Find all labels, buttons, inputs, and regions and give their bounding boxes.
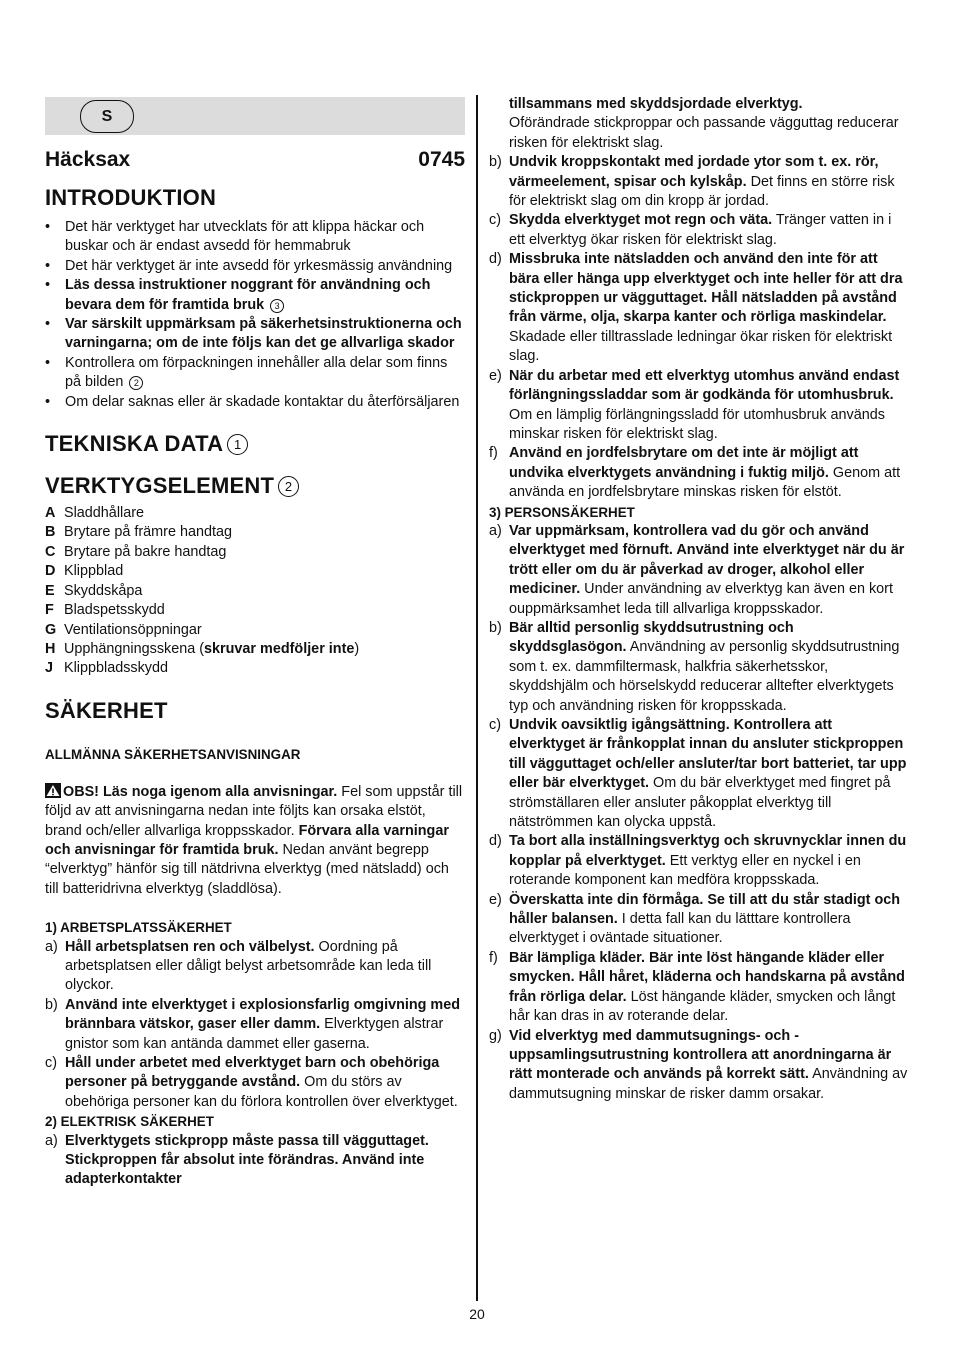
list-item: f) Bär lämpliga kläder. Bär inte löst hängande kläder eller smycken. Håll håret, kläderna och handskarna på avstånd från rörliga delar. Löst hängande kläder, smycken och långt hår kan dras in av roterande delar. [489, 949, 905, 1025]
list-item: b) Bär alltid personlig skyddsutrustning och skyddsglasögon. Användning av personlig skyddsutrustning som t. ex. dammfiltermask, halkfria säkerhetsskor, skyddshjälm och hörselskydd reducerar alltefter elverktygets typ och användning risken för kroppsskada. [489, 619, 900, 714]
list-item: • Det här verktyget har utvecklats för att klippa häckar och buskar och är endast avsedd för hemmabruk [45, 218, 465, 257]
list-item: a) Håll arbetsplatsen ren och välbelyst. Oordning på arbetsplatsen eller dåligt belyst arbetsområde kan leda till olyckor. [45, 938, 432, 994]
tech-data-heading: TEKNISKA DATA 1 [45, 430, 465, 458]
list-item: E Skyddskåpa [45, 582, 143, 599]
warning-paragraph: OBS! Läs noga igenom alla anvisningar. Fel som uppstår till följd av att anvisningarna nedan inte följts kan orsaka elstöt, brand och/eller allvarliga kroppsskador. Förvara alla varningar och anvisningar för framtida bruk. Nedan använt begrepp “elverktyg” hänför sig till nätdrivna elverktyg (med nätsladd) och till batteridrivna elverktyg (sladdlösa). [45, 783, 463, 897]
list-item: c) Håll under arbetet med elverktyget barn och obehöriga personer på betryggande avstånd. Om du störs av obehöriga personer kan du förlora kontrollen över elverktyget. [45, 1055, 458, 1110]
list-item: • Var särskilt uppmärksam på säkerhetsinstruktionerna och varningarna; om de inte följs kan det ge allvarliga skador [45, 315, 465, 354]
list-item: e) Överskatta inte din förmåga. Se till att du står stadigt och håller balansen. I detta fall kan du lätttare kontrollera elverktyget i oväntade situationer. [489, 891, 901, 947]
list-item: g) Vid elverktyg med dammutsugnings- och -uppsamlingsutrustning kontrollera att anordningarna är rätt monterade och används på korrekt sätt. Användning av dammutsugning minskar de risker damm orsakar. [489, 1027, 908, 1102]
warning-icon [45, 783, 61, 798]
list-item-continued: tillsammans med skyddsjordade elverktyg. Oförändrade stickproppar och passande vägguttag reducerar risken för elektriskt slag. [509, 96, 899, 151]
list-item: a) Elverktygets stickpropp måste passa till vägguttaget. Stickproppen får absolut inte förändras. Använd inte adapterkontakter [45, 1132, 429, 1188]
list-item: f) Använd en jordfelsbrytare om det inte är möjligt att undvika elverktygets användning i fuktig miljö. Genom att använda en jordfelsbrytare minskas risken för elstöt. [489, 445, 901, 501]
safety-heading: SÄKERHET [45, 697, 168, 723]
column-divider [476, 95, 478, 1301]
list-item: • Det här verktyget är inte avsedd för yrkesmässig användning [45, 257, 465, 276]
list-item: • Om delar saknas eller är skadade kontaktar du återförsäljaren [45, 393, 465, 412]
list-item: b) Undvik kroppskontakt med jordade ytor som t. ex. rör, värmeelement, spisar och kylskåp. Det finns en större risk för elektriskt slag om din kropp är jordad. [489, 154, 895, 210]
language-badge: S [80, 100, 134, 133]
list-item: A Sladdhållare [45, 505, 145, 522]
list-item: • Läs dessa instruktioner noggrant för användning och bevara dem för framtida bruk 3 [45, 276, 465, 315]
list-item: a) Var uppmärksam, kontrollera vad du gör och använd elverktyget med förnuft. Använd inte elverktyget när du är trött eller om du är påverkad av droger, alkohol eller mediciner. Under användning av elverktyg kan även en kort ouppmärksamhet leda till allvarliga kroppsskador. [489, 522, 905, 617]
electric-safety-title: 2) ELEKTRISK SÄKERHET [45, 1114, 214, 1130]
figure-ref-icon: 3 [270, 299, 284, 313]
intro-list [45, 218, 465, 412]
right-column [489, 95, 911, 1104]
left-column [45, 95, 465, 1190]
list-item: e) När du arbetar med ett elverktyg utomhus använd endast förlängningssladdar som är godkända för utomhusbruk. Om en lämplig förlängningssladd för utomhusbruk används minskar risken för elektriskt slag. [489, 367, 900, 442]
model-number: 0745 [418, 148, 465, 171]
intro-heading: INTRODUKTION [45, 185, 217, 210]
list-item: • Kontrollera om förpackningen innehåller alla delar som finns på bilden 2 [45, 354, 465, 393]
list-item: c) Undvik oavsiktlig igångsättning. Kontrollera att elverktyget är frånkopplat innan du ansluter stickproppen till vägguttaget och/eller ansluter/tar bort batteriet, tar upp eller bär elverktyget. Om du bär elverktyget med fingret på strömställaren eller ansluter påkopplat elverktyg till nätströmmen kan olycka uppstå. [489, 717, 907, 831]
page-number: 20 [469, 1306, 485, 1322]
page-title-row [45, 147, 465, 173]
language-band [45, 97, 465, 135]
list-item: G Ventilationsöppningar [45, 621, 202, 638]
general-safety-heading: ALLMÄNNA SÄKERHETSANVISNINGAR [45, 746, 301, 762]
figure-ref-icon: 1 [227, 434, 248, 455]
list-item: F Bladspetsskydd [45, 602, 165, 619]
parts-list [45, 504, 465, 679]
list-item: c) Skydda elverktyget mot regn och väta. Tränger vatten in i ett elverktyg ökar risken för elektriskt slag. [489, 212, 892, 248]
figure-ref-icon: 2 [278, 476, 299, 497]
list-item: d) Ta bort alla inställningsverktyg och skruvnycklar innen du kopplar på elverktyget. Ett verktyg eller en nyckel i en roterande komponent kan medföra kroppsskada. [489, 833, 907, 889]
list-item: D Klippblad [45, 563, 124, 580]
product-title: Häcksax [45, 148, 131, 171]
list-item: C Brytare på bakre handtag [45, 543, 227, 560]
elements-heading: VERKTYGSELEMENT 2 [45, 472, 465, 500]
list-item: J Klippbladsskydd [45, 660, 168, 677]
figure-ref-icon: 2 [129, 376, 143, 390]
list-item: d) Missbruka inte nätsladden och använd den inte för att bära eller hänga upp elverktyget och inte heller för att dra stickproppen ur vägguttaget. Håll nätsladden på avstånd från värme, olja, skarpa kanter och rörliga maskindelar. Skadade eller tilltrasslade ledningar ökar risken för elektriskt slag. [489, 251, 903, 365]
personal-safety-title: 3) PERSONSÄKERHET [489, 504, 635, 520]
work-safety-title: 1) ARBETSPLATSSÄKERHET [45, 920, 232, 936]
list-item: H Upphängningsskena (skruvar medföljer inte) [45, 640, 360, 657]
list-item: B Brytare på främre handtag [45, 524, 232, 541]
list-item: b) Använd inte elverktyget i explosionsfarlig omgivning med brännbara vätskor, gaser eller damm. Elverktygen alstrar gnistor som kan antända dammet eller gaserna. [45, 996, 461, 1052]
